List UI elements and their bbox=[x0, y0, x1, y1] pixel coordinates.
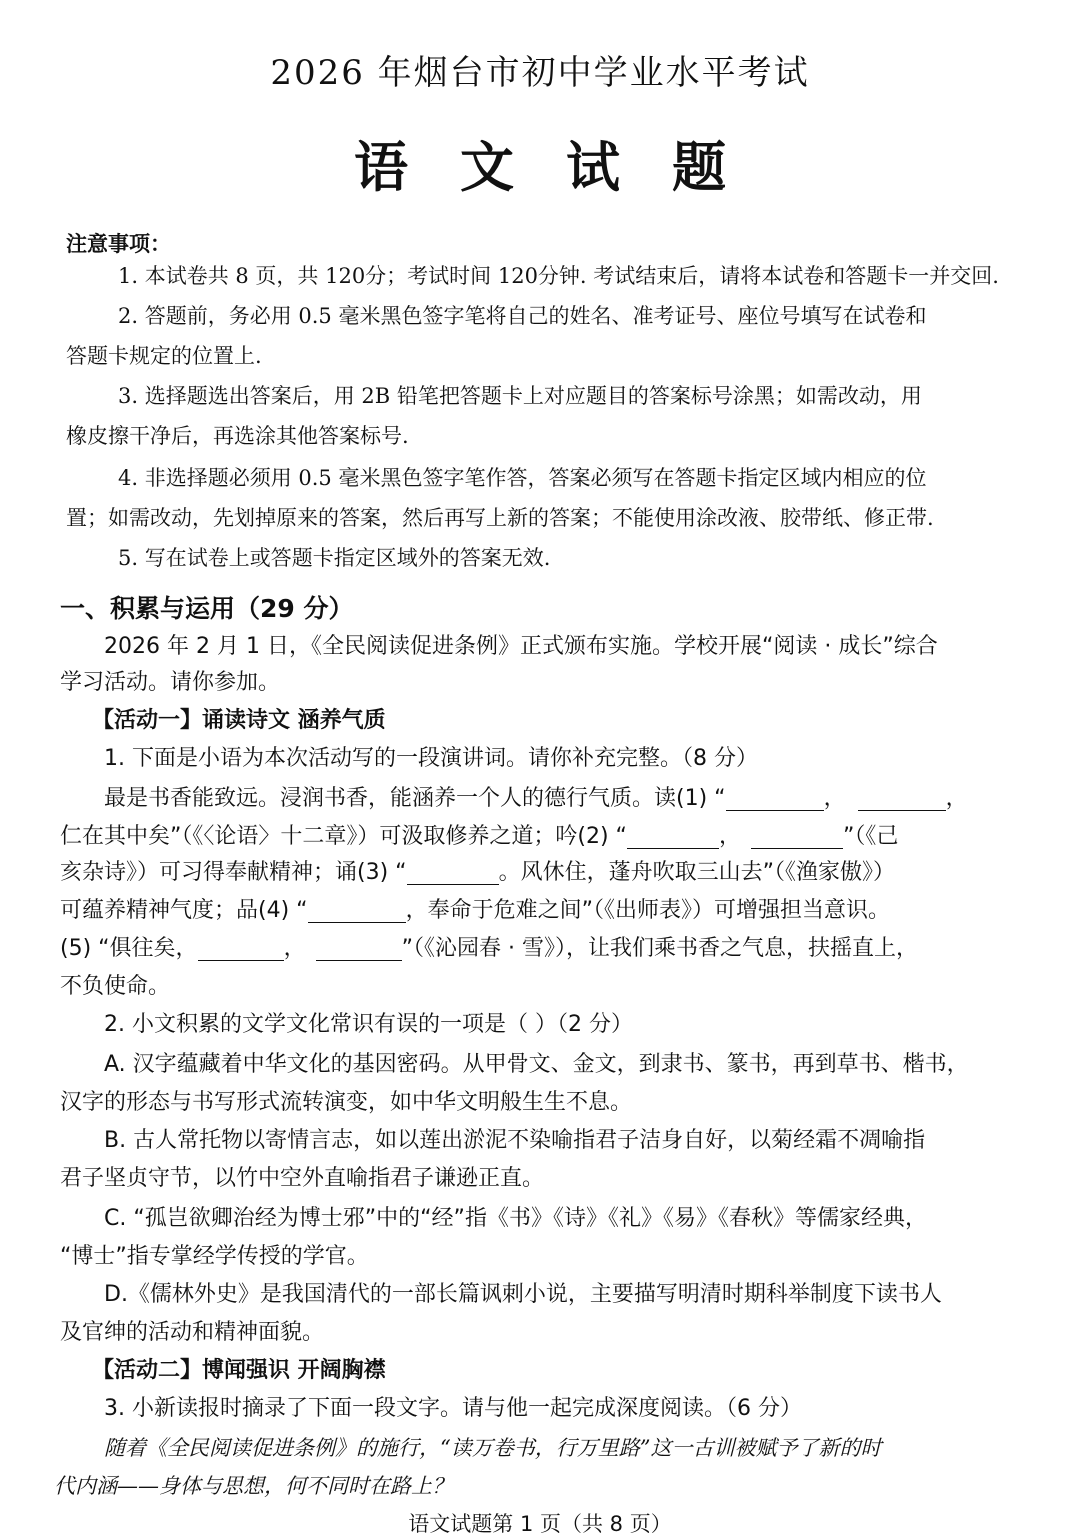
subject-title: 语文试题 bbox=[354, 135, 778, 199]
page-footer: 语文试题第 1 页（共 8 页） bbox=[408, 1512, 672, 1536]
exam-title: 2026 年烟台市初中学业水平考试 bbox=[270, 53, 810, 93]
answer-blank[interactable] bbox=[198, 938, 284, 961]
question-2-stem: 2. 小文积累的文学文化常识有误的一项是（ ）（2 分） bbox=[104, 1012, 633, 1037]
q1-text-line-1: 最是书香能致远。浸润书香，能涵养一个人的德行气质。读(1) “ ， ， bbox=[104, 786, 968, 811]
intro-line-1: 2026 年 2 月 1 日，《全民阅读促进条例》正式颁布实施。学校开展“阅读 · 成长”综合 bbox=[104, 634, 938, 659]
q1-text-line-5: (5) “俱往矣， ， ”（《沁园春 · 雪》），让我们乘书香之气息，扶摇直上， bbox=[60, 936, 918, 961]
notice-line-1: 1. 本试卷共 8 页，共 120分；考试时间 120分钟. 考试结束后，请将本试卷和答题卡一并交回. bbox=[118, 264, 999, 288]
answer-blank[interactable] bbox=[627, 826, 719, 849]
q1-text-line-2: 仁在其中矣”（《〈论语〉十二章》）可汲取修养之道；吟(2) “ ， ”（《己 bbox=[60, 824, 899, 849]
intro-line-2: 学习活动。请你参加。 bbox=[60, 670, 281, 695]
q2-option-b-line-2: 君子坚贞守节，以竹中空外直喻指君子谦逊正直。 bbox=[60, 1166, 545, 1191]
q2-option-a-line-1: A. 汉字蕴藏着中华文化的基因密码。从甲骨文、金文，到隶书、篆书，再到草书、楷书， bbox=[104, 1052, 969, 1077]
activity-one-heading: 【活动一】诵读诗文 涵养气质 bbox=[92, 708, 386, 733]
notice-line-7: 置；如需改动，先划掉原来的答案，然后再写上新的答案；不能使用涂改液、胶带纸、修正带. bbox=[66, 506, 934, 530]
answer-blank[interactable] bbox=[726, 788, 824, 811]
notice-heading: 注意事项： bbox=[66, 232, 171, 256]
q2-option-c-line-1: C. “孤岂欲卿治经为博士邪”中的“经”指《书》《诗》《礼》《易》《春秋》等儒家经典， bbox=[104, 1206, 927, 1231]
answer-blank[interactable] bbox=[316, 938, 402, 961]
section-heading: 一、积累与运用（29 分） bbox=[60, 594, 354, 623]
q1-text-line-4: 可蕴养精神气度；品(4) “ ，奉命于危难之间”（《出师表》）可增强担当意识。 bbox=[60, 898, 890, 923]
notice-line-3: 答题卡规定的位置上. bbox=[66, 344, 262, 368]
q2-option-d-line-2: 及官绅的活动和精神面貌。 bbox=[60, 1320, 325, 1345]
q1-text-line-3: 亥杂诗》）可习得奉献精神；诵(3) “ 。风休住，蓬舟吹取三山去”（《渔家傲》） bbox=[60, 860, 895, 885]
q3-text-line-1: 随着《全民阅读促进条例》的施行，“读万卷书，行万里路”这一古训被赋予了新的时 bbox=[104, 1436, 882, 1460]
notice-line-6: 4. 非选择题必须用 0.5 毫米黑色签字笔作答，答案必须写在答题卡指定区域内相应的位 bbox=[118, 466, 927, 490]
q2-option-a-line-2: 汉字的形态与书写形式流转演变，如中华文明般生生不息。 bbox=[60, 1090, 633, 1115]
q1-text-line-6: 不负使命。 bbox=[60, 974, 171, 999]
notice-line-2: 2. 答题前，务必用 0.5 毫米黑色签字笔将自己的姓名、准考证号、座位号填写在试卷和 bbox=[118, 304, 927, 328]
question-3-stem: 3. 小新读报时摘录了下面一段文字。请与他一起完成深度阅读。（6 分） bbox=[104, 1396, 802, 1421]
activity-two-heading: 【活动二】博闻强识 开阔胸襟 bbox=[92, 1358, 386, 1383]
answer-blank[interactable] bbox=[407, 862, 499, 885]
notice-line-8: 5. 写在试卷上或答题卡指定区域外的答案无效. bbox=[118, 546, 551, 570]
q3-text-line-2: 代内涵——身体与思想，何不同时在路上？ bbox=[54, 1474, 453, 1498]
notice-line-4: 3. 选择题选出答案后，用 2B 铅笔把答题卡上对应题目的答案标号涂黑；如需改动，用 bbox=[118, 384, 922, 408]
notice-line-5: 橡皮擦干净后，再选涂其他答案标号. bbox=[66, 424, 409, 448]
q2-option-d-line-1: D.《儒林外史》是我国清代的一部长篇讽刺小说，主要描写明清时期科举制度下读书人 bbox=[104, 1282, 942, 1307]
q2-option-c-line-2: “博士”指专掌经学传授的学官。 bbox=[60, 1244, 369, 1269]
answer-blank[interactable] bbox=[751, 826, 843, 849]
question-1-stem: 1. 下面是小语为本次活动写的一段演讲词。请你补充完整。（8 分） bbox=[104, 746, 758, 771]
answer-blank[interactable] bbox=[308, 900, 406, 923]
q2-option-b-line-1: B. 古人常托物以寄情言志，如以莲出淤泥不染喻指君子洁身自好，以菊经霜不凋喻指 bbox=[104, 1128, 926, 1153]
answer-blank[interactable] bbox=[858, 788, 946, 811]
